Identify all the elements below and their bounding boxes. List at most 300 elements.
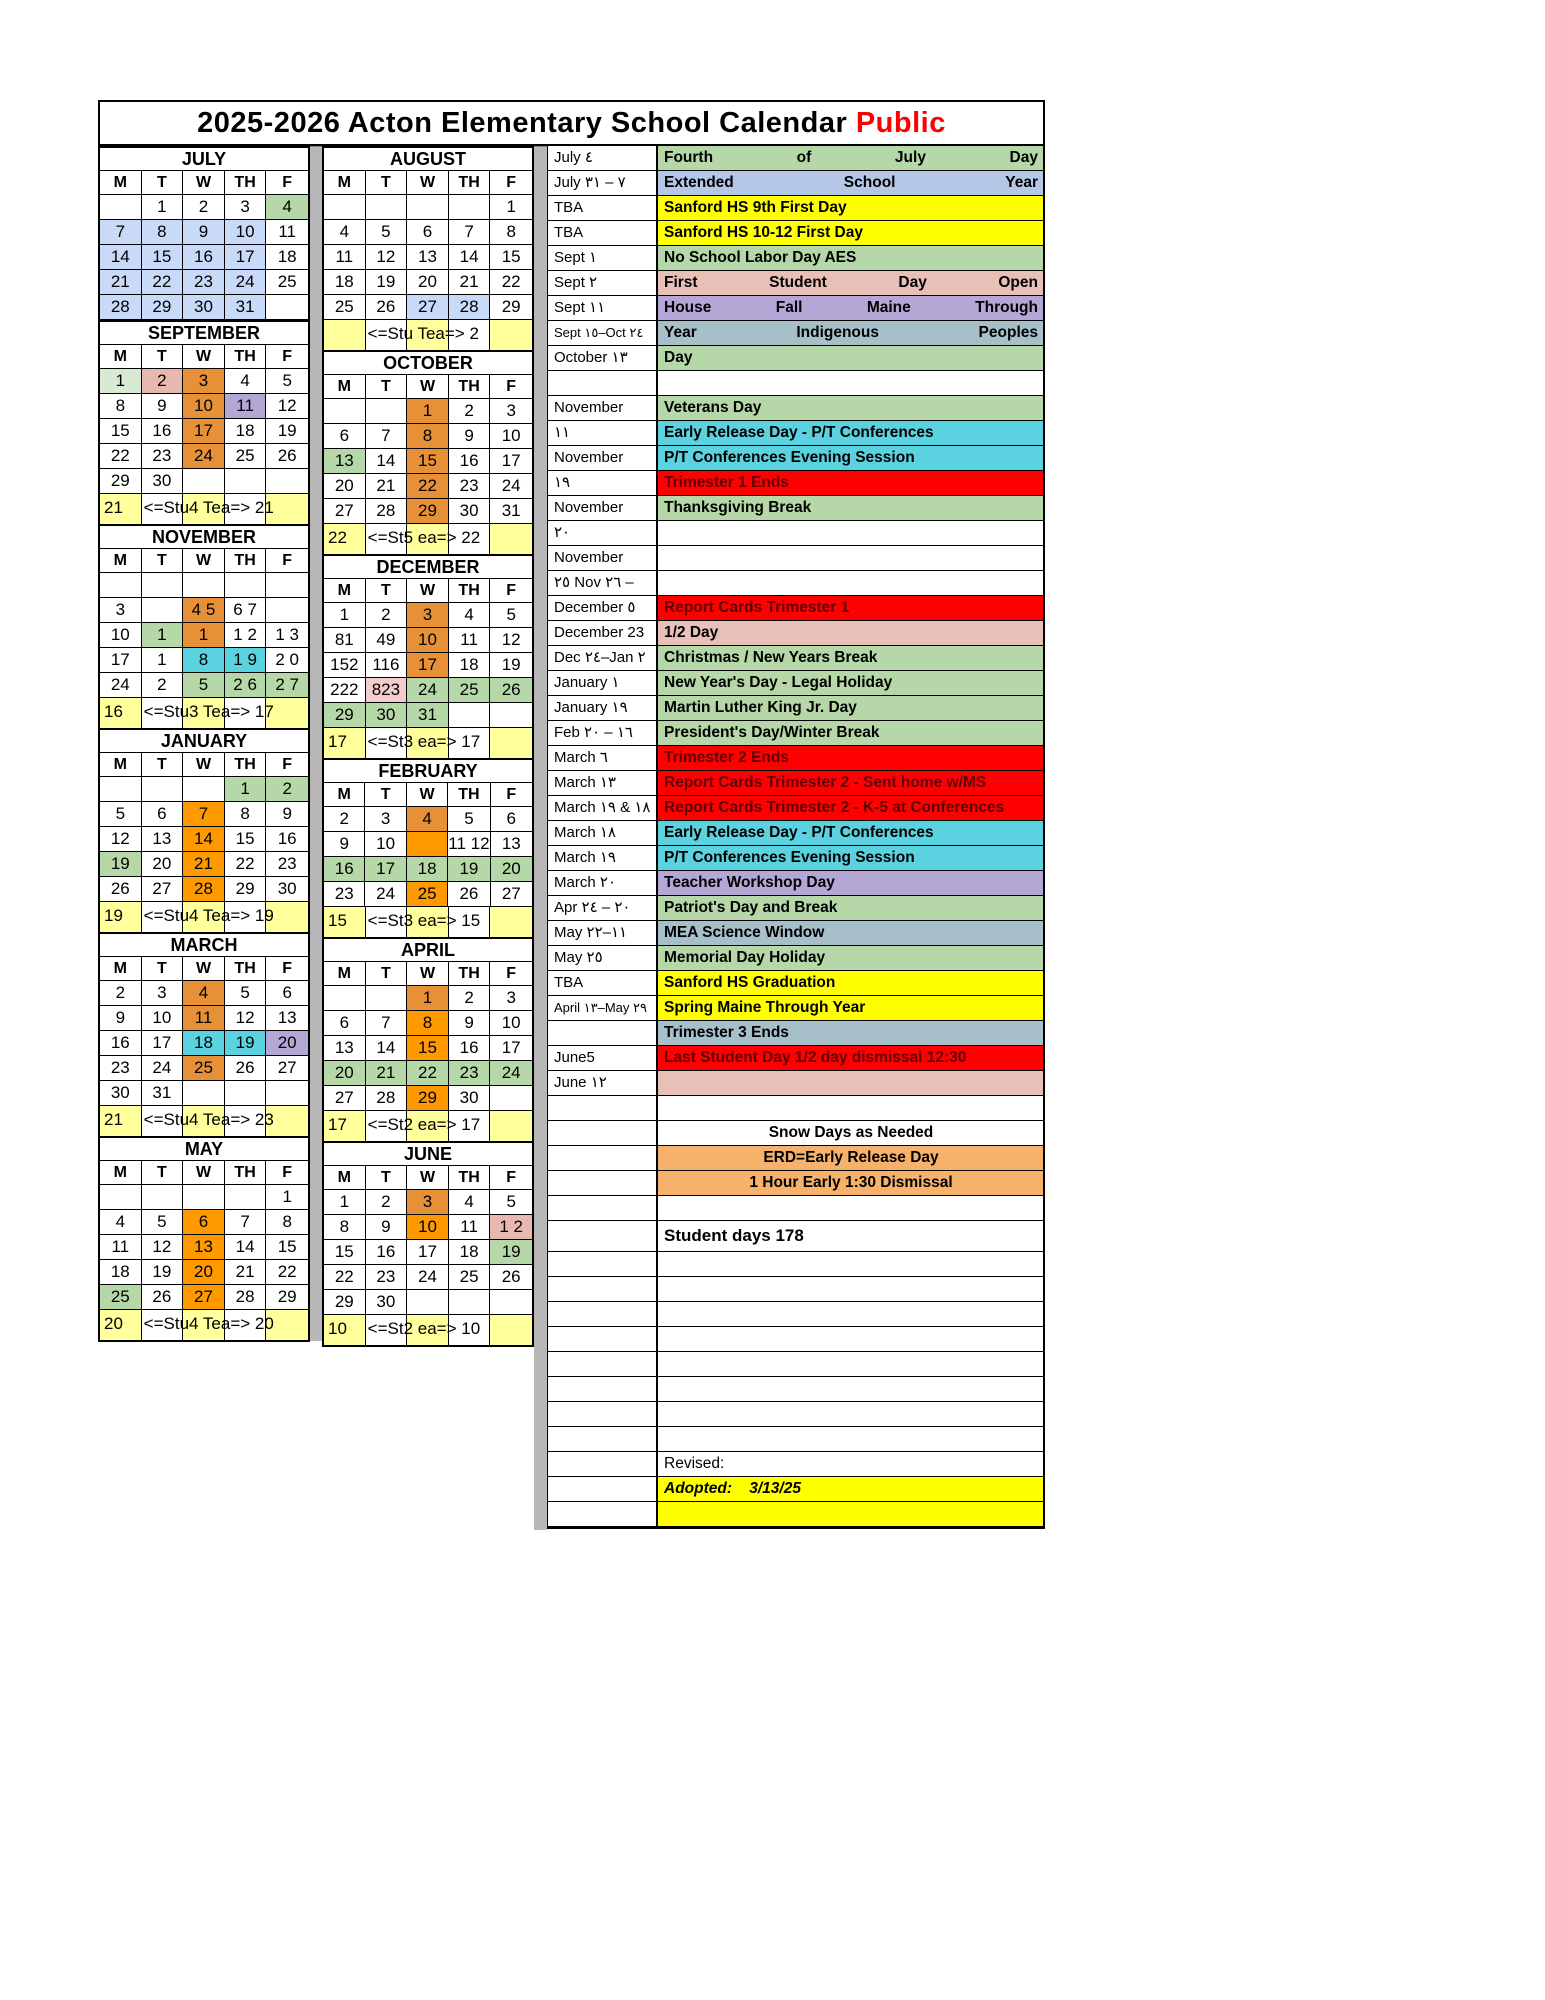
calendar-day-cell: 20 (142, 852, 184, 877)
month-december (322, 554, 534, 758)
legend-row (548, 446, 1043, 471)
calendar-day-cell: 1 (490, 195, 532, 220)
calendar-day-cell (490, 1290, 532, 1315)
summary-label: <=Stu Tea=> 2 (367, 324, 479, 343)
column-divider (310, 146, 322, 1341)
month-grid (324, 1166, 532, 1315)
calendar-day-cell: 14 (225, 1235, 267, 1260)
month-march (98, 932, 310, 1136)
legend-date: March ١٩ (548, 846, 658, 870)
calendar-day-cell: 17 (490, 449, 532, 474)
calendar-day-cell: 19 (142, 1260, 184, 1285)
legend-row (548, 746, 1043, 771)
month-summary-row (100, 494, 308, 524)
month-summary-row (100, 1310, 308, 1340)
calendar-day-cell: 25 (225, 444, 267, 469)
legend-date: Feb ١٦ – ٢٠ (548, 721, 658, 745)
legend-event: Spring Maine Through Year (658, 996, 1043, 1020)
legend-row (548, 221, 1043, 246)
calendar-day-cell: 21 (449, 270, 491, 295)
month-may (98, 1136, 310, 1342)
month-grid (100, 753, 308, 902)
calendar-day-cell: 2 (449, 399, 491, 424)
calendar-day-cell: 23 (449, 1061, 491, 1086)
calendar-day-cell: 5 (448, 807, 490, 832)
summary-label: <=St2 ea=> 17 (367, 1115, 481, 1134)
day-header: W (407, 1166, 449, 1190)
legend-date: March ٢٠ (548, 871, 658, 895)
day-header: TH (449, 1166, 491, 1190)
legend-event: President's Day/Winter Break (658, 721, 1043, 745)
day-header: F (490, 171, 532, 195)
calendar-day-cell: 2 (449, 986, 491, 1011)
legend-date: May ١١–٢٢ (548, 921, 658, 945)
day-header: F (490, 375, 532, 399)
calendar-day-cell: 16 (266, 827, 308, 852)
day-header: F (490, 962, 532, 986)
legend-date (548, 1171, 658, 1195)
month-title: MAY (100, 1136, 308, 1161)
calendar-day-cell: 28 (100, 295, 142, 320)
calendar-day-cell: 1 2 (490, 1215, 532, 1240)
calendar-day-cell: 16 (366, 1240, 408, 1265)
calendar-day-cell: 19 (366, 270, 408, 295)
month-grid (324, 375, 532, 524)
calendar-day-cell: 26 (266, 444, 308, 469)
day-header: W (407, 579, 449, 603)
calendar-day-cell: 27 (324, 499, 366, 524)
calendar-day-cell (490, 1086, 532, 1111)
calendar-day-cell: 19 (448, 857, 490, 882)
calendar-day-cell: 8 (407, 424, 449, 449)
calendar-day-cell: 3 (490, 399, 532, 424)
calendar-day-cell: 9 (449, 1011, 491, 1036)
calendar-day-cell: 18 (183, 1031, 225, 1056)
calendar-day-cell: 31 (142, 1081, 184, 1106)
legend-event: Last Student Day 1/2 day dismissal 12:30 (658, 1046, 1043, 1070)
month-november (98, 524, 310, 728)
calendar-day-cell (183, 469, 225, 494)
month-grid (100, 957, 308, 1106)
calendar-day-cell: 21 (225, 1260, 267, 1285)
calendar-day-cell: 9 (266, 802, 308, 827)
calendar-day-cell (407, 1290, 449, 1315)
legend-date: March ٦ (548, 746, 658, 770)
calendar-day-cell: 12 (142, 1235, 184, 1260)
day-header: TH (449, 579, 491, 603)
calendar-day-cell: 30 (100, 1081, 142, 1106)
legend-event: First Student Day Open (658, 271, 1043, 295)
calendar-day-cell (407, 195, 449, 220)
calendar-day-cell: 13 (183, 1235, 225, 1260)
middle-month-column (322, 146, 534, 1347)
calendar-day-cell: 24 (407, 1265, 449, 1290)
month-grid (324, 962, 532, 1111)
calendar-day-cell (142, 1185, 184, 1210)
calendar-day-cell: 2 (266, 777, 308, 802)
legend-date (548, 1427, 658, 1451)
legend-row (548, 196, 1043, 221)
calendar-day-cell: 3 (100, 598, 142, 623)
month-title: MARCH (100, 932, 308, 957)
month-title: SEPTEMBER (100, 320, 308, 345)
month-grid (100, 171, 308, 320)
summary-cell: 15 (324, 907, 366, 937)
calendar-day-cell: 3 (142, 981, 184, 1006)
day-header: M (324, 579, 366, 603)
calendar-day-cell: 16 (449, 449, 491, 474)
day-header: M (100, 345, 142, 369)
calendar-day-cell (449, 703, 491, 728)
legend-event: New Year's Day - Legal Holiday (658, 671, 1043, 695)
calendar-day-cell: 13 (142, 827, 184, 852)
legend-date (548, 1377, 658, 1401)
legend-event: Trimester 1 Ends (658, 471, 1043, 495)
legend-date (548, 1477, 658, 1501)
calendar-day-cell: 4 (100, 1210, 142, 1235)
calendar-day-cell: 25 (183, 1056, 225, 1081)
calendar-day-cell: 13 (491, 832, 532, 857)
calendar-day-cell: 30 (366, 703, 408, 728)
day-header: M (100, 549, 142, 573)
legend-row (548, 846, 1043, 871)
legend-event (658, 1352, 1043, 1376)
calendar-day-cell: 14 (449, 245, 491, 270)
legend-date (548, 1252, 658, 1276)
calendar-day-cell: 30 (142, 469, 184, 494)
day-header: M (100, 957, 142, 981)
calendar-day-cell: 23 (100, 1056, 142, 1081)
legend-row (548, 1046, 1043, 1071)
calendar-day-cell: 30 (183, 295, 225, 320)
calendar-day-cell (183, 1185, 225, 1210)
summary-cell: 21 (100, 494, 142, 524)
legend-event: Revised: (664, 1455, 725, 1472)
calendar-day-cell: 5 (266, 369, 308, 394)
legend-row (548, 896, 1043, 921)
calendar-day-cell: 1 (324, 1190, 366, 1215)
month-summary-row (100, 698, 308, 728)
calendar-day-cell: 5 (183, 673, 225, 698)
calendar-day-cell: 18 (266, 245, 308, 270)
calendar-day-cell: 20 (491, 857, 532, 882)
summary-cell: 10 (324, 1315, 366, 1345)
calendar-day-cell: 27 (324, 1086, 366, 1111)
legend-event (658, 1377, 1043, 1401)
month-summary-row (100, 1106, 308, 1136)
calendar-day-cell: 152 (324, 653, 366, 678)
legend-date: Sept ١١ (548, 296, 658, 320)
calendar-day-cell (225, 469, 267, 494)
day-header: TH (448, 783, 490, 807)
day-header: TH (449, 171, 491, 195)
calendar-day-cell: 31 (407, 703, 449, 728)
sheet-content (98, 146, 1045, 1530)
calendar-day-cell (266, 598, 308, 623)
calendar-day-cell: 25 (449, 678, 491, 703)
legend-row (548, 1171, 1043, 1196)
legend-row (548, 596, 1043, 621)
day-header: TH (225, 171, 267, 195)
calendar-day-cell: 13 (407, 245, 449, 270)
calendar-day-cell: 27 (491, 882, 532, 907)
left-month-column (98, 146, 310, 1342)
legend-date: ١١ (548, 421, 658, 445)
calendar-day-cell: 14 (183, 827, 225, 852)
calendar-day-cell (183, 1081, 225, 1106)
calendar-day-cell: 21 (100, 270, 142, 295)
day-header: T (366, 962, 408, 986)
legend-date (548, 1402, 658, 1426)
legend-date: TBA (548, 971, 658, 995)
calendar-day-cell: 22 (266, 1260, 308, 1285)
day-header: F (490, 579, 532, 603)
calendar-day-cell: 29 (407, 499, 449, 524)
legend-date: May ٢٥ (548, 946, 658, 970)
calendar-day-cell: 10 (225, 220, 267, 245)
calendar-day-cell: 3 (407, 603, 449, 628)
calendar-day-cell: 9 (449, 424, 491, 449)
calendar-day-cell (225, 573, 267, 598)
legend-date (548, 1121, 658, 1145)
calendar-day-cell: 22 (100, 444, 142, 469)
day-header: M (324, 1166, 366, 1190)
legend-row (548, 571, 1043, 596)
calendar-day-cell: 23 (142, 444, 184, 469)
calendar-day-cell: 1 3 (266, 623, 308, 648)
calendar-day-cell: 19 (490, 653, 532, 678)
legend-date: ١٩ (548, 471, 658, 495)
legend-row (548, 1477, 1043, 1502)
calendar-day-cell: 2 (183, 195, 225, 220)
summary-cell: 17 (324, 728, 366, 758)
calendar-day-cell: 11 (225, 394, 267, 419)
calendar-day-cell (142, 598, 184, 623)
page-title (98, 100, 1045, 146)
legend-event (658, 371, 1043, 395)
calendar-day-cell: 3 (490, 986, 532, 1011)
day-header: M (324, 375, 366, 399)
calendar-day-cell: 1 9 (225, 648, 267, 673)
legend-event: Trimester 3 Ends (658, 1021, 1043, 1045)
calendar-day-cell: 9 (366, 1215, 408, 1240)
month-grid (324, 783, 532, 907)
legend-row (548, 521, 1043, 546)
calendar-day-cell: 6 (266, 981, 308, 1006)
legend-row (548, 1196, 1043, 1221)
legend-row (548, 321, 1043, 346)
calendar-day-cell: 6 7 (225, 598, 267, 623)
day-header: F (266, 753, 308, 777)
legend-date: December ٥ (548, 596, 658, 620)
legend-event: 1/2 Day (658, 621, 1043, 645)
calendar-day-cell: 11 (449, 1215, 491, 1240)
day-header: W (183, 753, 225, 777)
calendar-day-cell: 16 (183, 245, 225, 270)
calendar-day-cell: 17 (407, 1240, 449, 1265)
calendar-day-cell: 2 (324, 807, 365, 832)
legend-row (548, 946, 1043, 971)
calendar-day-cell: 15 (407, 1036, 449, 1061)
calendar-day-cell (142, 573, 184, 598)
day-header: W (183, 549, 225, 573)
calendar-day-cell: 7 (449, 220, 491, 245)
day-header: W (183, 171, 225, 195)
day-header: T (142, 957, 184, 981)
legend-event: Report Cards Trimester 2 - Sent home w/MS (658, 771, 1043, 795)
day-header: T (142, 753, 184, 777)
calendar-day-cell: 6 (142, 802, 184, 827)
calendar-day-cell: 29 (225, 877, 267, 902)
legend-row (548, 1221, 1043, 1252)
calendar-day-cell: 19 (225, 1031, 267, 1056)
calendar-day-cell: 25 (266, 270, 308, 295)
calendar-day-cell: 3 (183, 369, 225, 394)
legend-row (548, 1377, 1043, 1402)
calendar-day-cell: 20 (183, 1260, 225, 1285)
legend-date: October ١٣ (548, 346, 658, 370)
legend-date (548, 371, 658, 395)
day-header: T (142, 171, 184, 195)
day-header: F (266, 171, 308, 195)
month-title: JUNE (324, 1141, 532, 1166)
calendar-day-cell: 13 (324, 449, 366, 474)
calendar-day-cell: 16 (100, 1031, 142, 1056)
legend-event: Patriot's Day and Break (658, 896, 1043, 920)
day-header: W (183, 957, 225, 981)
legend-event: Report Cards Trimester 2 - K-5 at Conferences (658, 796, 1043, 820)
calendar-day-cell: 24 (490, 1061, 532, 1086)
calendar-day-cell: 16 (324, 857, 365, 882)
calendar-day-cell: 30 (366, 1290, 408, 1315)
calendar-day-cell (266, 469, 308, 494)
legend-row (548, 796, 1043, 821)
calendar-day-cell: 17 (490, 1036, 532, 1061)
calendar-day-cell: 1 (142, 648, 184, 673)
calendar-day-cell: 6 (324, 424, 366, 449)
legend-row (548, 396, 1043, 421)
calendar-day-cell: 7 (366, 1011, 408, 1036)
legend-event: ERD=Early Release Day (658, 1146, 1043, 1170)
month-october (322, 350, 534, 554)
legend-row (548, 1071, 1043, 1096)
calendar-day-cell: 15 (490, 245, 532, 270)
calendar-day-cell: 4 (266, 195, 308, 220)
calendar-day-cell: 28 (449, 295, 491, 320)
legend-row (548, 1402, 1043, 1427)
calendar-day-cell (100, 195, 142, 220)
calendar-day-cell: 29 (407, 1086, 449, 1111)
calendar-day-cell: 21 (366, 474, 408, 499)
calendar-day-cell: 7 (100, 220, 142, 245)
calendar-day-cell: 9 (100, 1006, 142, 1031)
legend-event: P/T Conferences Evening Session (658, 446, 1043, 470)
month-grid (100, 549, 308, 698)
day-header: M (324, 783, 365, 807)
legend-row (548, 1021, 1043, 1046)
legend-row (548, 1146, 1043, 1171)
calendar-day-cell: 30 (449, 499, 491, 524)
calendar-day-cell: 29 (100, 469, 142, 494)
month-february (322, 758, 534, 937)
legend-event: Teacher Workshop Day (658, 871, 1043, 895)
calendar-day-cell: 2 6 (225, 673, 267, 698)
calendar-day-cell: 28 (366, 499, 408, 524)
legend-date: March ١٨ (548, 821, 658, 845)
legend-date: November (548, 546, 658, 570)
calendar-day-cell: 26 (366, 295, 408, 320)
calendar-day-cell: 15 (266, 1235, 308, 1260)
legend-event (658, 1071, 1043, 1095)
calendar-day-cell: 24 (225, 270, 267, 295)
calendar-day-cell: 5 (100, 802, 142, 827)
day-header: T (366, 579, 408, 603)
summary-cell: 16 (100, 698, 142, 728)
calendar-day-cell: 16 (142, 419, 184, 444)
month-summary-row (324, 728, 532, 758)
legend-event: Fourth of July Day (658, 146, 1043, 170)
calendar-day-cell: 14 (100, 245, 142, 270)
calendar-day-cell: 24 (490, 474, 532, 499)
legend-event: Christmas / New Years Break (658, 646, 1043, 670)
month-april (322, 937, 534, 1141)
legend-row (548, 621, 1043, 646)
calendar-day-cell: 10 (490, 424, 532, 449)
month-august (322, 146, 534, 350)
legend-row (548, 696, 1043, 721)
legend-date: July ٤ (548, 146, 658, 170)
summary-label: <=Stu3 Tea=> 17 (143, 702, 274, 721)
legend-row (548, 371, 1043, 396)
calendar-day-cell: 3 (365, 807, 406, 832)
calendar-day-cell (266, 573, 308, 598)
legend-row (548, 1452, 1043, 1477)
calendar-day-cell: 22 (225, 852, 267, 877)
calendar-day-cell: 29 (142, 295, 184, 320)
legend-row (548, 471, 1043, 496)
calendar-day-cell: 8 (183, 648, 225, 673)
legend-date: Apr ٢٠ – ٢٤ (548, 896, 658, 920)
calendar-day-cell: 30 (449, 1086, 491, 1111)
summary-cell: 17 (324, 1111, 366, 1141)
legend-row (548, 1427, 1043, 1452)
calendar-day-cell: 29 (490, 295, 532, 320)
calendar-day-cell: 17 (142, 1031, 184, 1056)
legend-row (548, 771, 1043, 796)
calendar-day-cell: 8 (225, 802, 267, 827)
legend-date: ٢٥ Nov ٢٦ – (548, 571, 658, 595)
calendar-day-cell: 49 (366, 628, 408, 653)
calendar-day-cell (324, 399, 366, 424)
legend-event: Snow Days as Needed (768, 1124, 934, 1141)
calendar-day-cell: 12 (366, 245, 408, 270)
day-header: T (142, 549, 184, 573)
calendar-day-cell: 28 (183, 877, 225, 902)
calendar-day-cell: 2 (366, 603, 408, 628)
legend-event (658, 1502, 1043, 1526)
legend-event (658, 1327, 1043, 1351)
legend-date (548, 1277, 658, 1301)
calendar-day-cell: 31 (490, 499, 532, 524)
calendar-day-cell: 12 (490, 628, 532, 653)
calendar-day-cell: 8 (407, 1011, 449, 1036)
legend-event (658, 521, 1043, 545)
calendar-day-cell: 26 (490, 1265, 532, 1290)
legend-date: November (548, 446, 658, 470)
legend-date: June ١٢ (548, 1071, 658, 1095)
legend-date: November (548, 396, 658, 420)
legend-row (548, 1327, 1043, 1352)
